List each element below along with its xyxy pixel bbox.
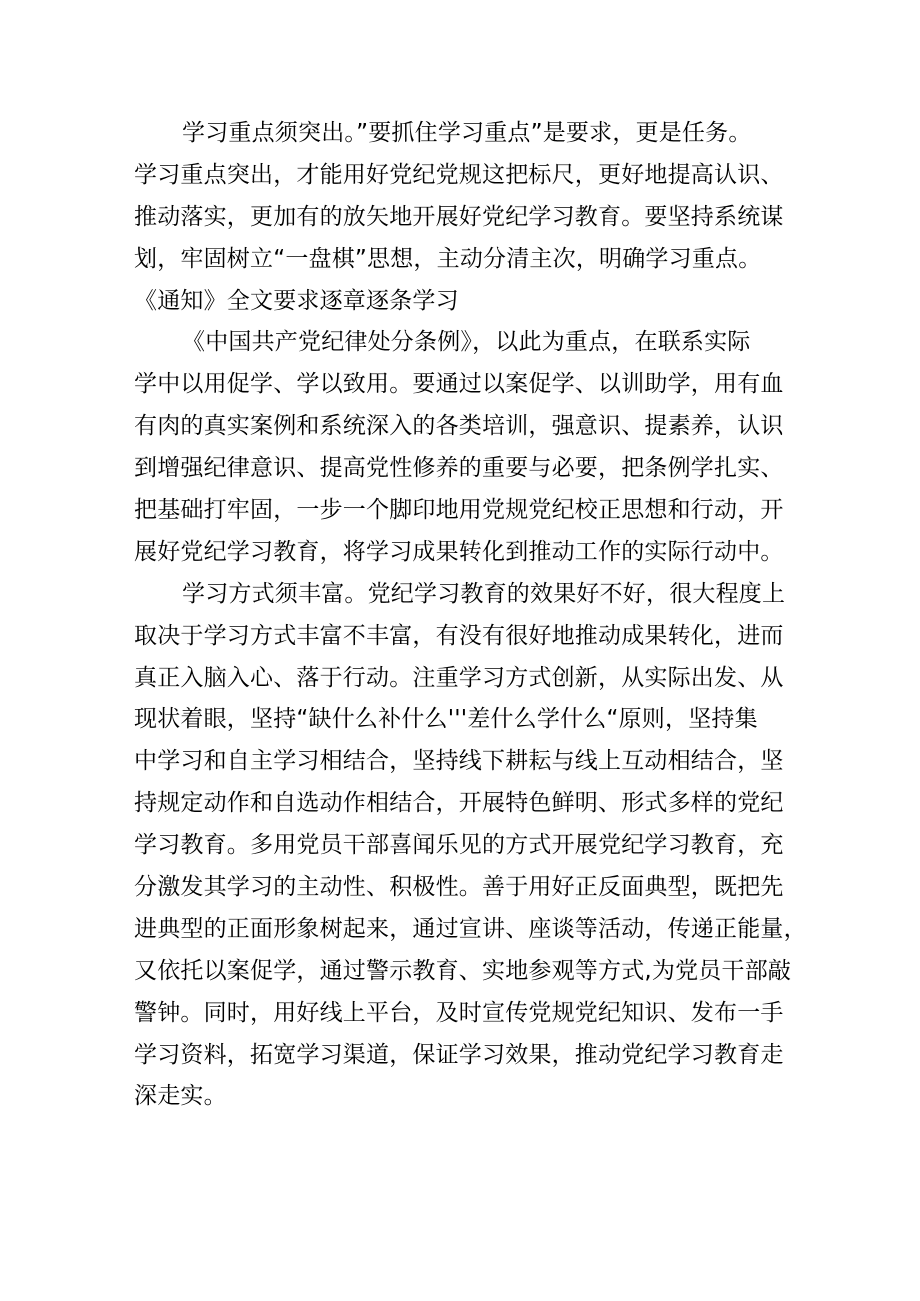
text-line: 学习资料，拓宽学习渠道，保证学习效果，推动党纪学习教育走: [134, 1041, 784, 1068]
text-line: 学中以用促学、学以致用。要通过以案促学、以训助学，用有血: [134, 371, 784, 398]
text-line: 现状着眼，坚持“缺什么补什么'''差什么学什么“原则，坚持集: [134, 706, 758, 733]
text-line: 把基础打牢固，一步一个脚印地用党规党纪校正思想和行动，开: [134, 497, 784, 524]
text-line: 展好党纪学习教育，将学习成果转化到推动工作的实际行动中。: [134, 538, 784, 565]
text-line: 警钟。同时，用好线上平台，及时宣传党规党纪知识、发布一手: [134, 999, 784, 1026]
text-line: 进典型的正面形象树起来，通过宣讲、座谈等活动，传递正能量，: [134, 915, 807, 942]
text-line: 学习方式须丰富。党纪学习教育的效果好不好，很大程度上: [182, 580, 786, 607]
text-line: 真正入脑入心、落于行动。注重学习方式创新，从实际出发、从: [134, 664, 784, 691]
text-line: 推动落实，更加有的放矢地开展好党纪学习教育。要坚持系统谋: [134, 203, 784, 230]
text-line: 分激发其学习的主动性、积极性。善于用好正反面典型，既把先: [134, 874, 784, 901]
text-line: 有肉的真实案例和系统深入的各类培训，强意识、提素养，认识: [134, 413, 784, 440]
text-line: 划，牢固树立“一盘棋”思想，主动分清主次，明确学习重点。: [134, 245, 762, 272]
text-line: 《中国共产党纪律处分条例》，以此为重点，在联系实际: [182, 329, 751, 356]
text-line: 又依托以案促学，通过警示教育、实地参观等方式,为党员干部敲: [134, 957, 792, 984]
text-line: 学习重点突出，才能用好党纪党规这把标尺，更好地提高认识、: [134, 161, 784, 188]
text-line: 中学习和自主学习相结合，坚持线下耕耘与线上互动相结合，坚: [134, 748, 784, 775]
text-line: 深走实。: [134, 1083, 227, 1110]
text-line: 学习教育。多用党员干部喜闻乐见的方式开展党纪学习教育，充: [134, 832, 784, 859]
text-line: 到增强纪律意识、提高党性修养的重要与必要，把条例学扎实、: [134, 455, 784, 482]
text-line: 《通知》全文要求逐章逐条学习: [134, 287, 459, 314]
text-line: 学习重点须突出。”要抓住学习重点”是要求，更是任务。: [182, 120, 752, 146]
document-body: [134, 113, 814, 1118]
text-line: 取决于学习方式丰富不丰富，有没有很好地推动成果转化，进而: [134, 622, 784, 649]
text-line: 持规定动作和自选动作相结合，开展特色鲜明、形式多样的党纪: [134, 790, 784, 817]
